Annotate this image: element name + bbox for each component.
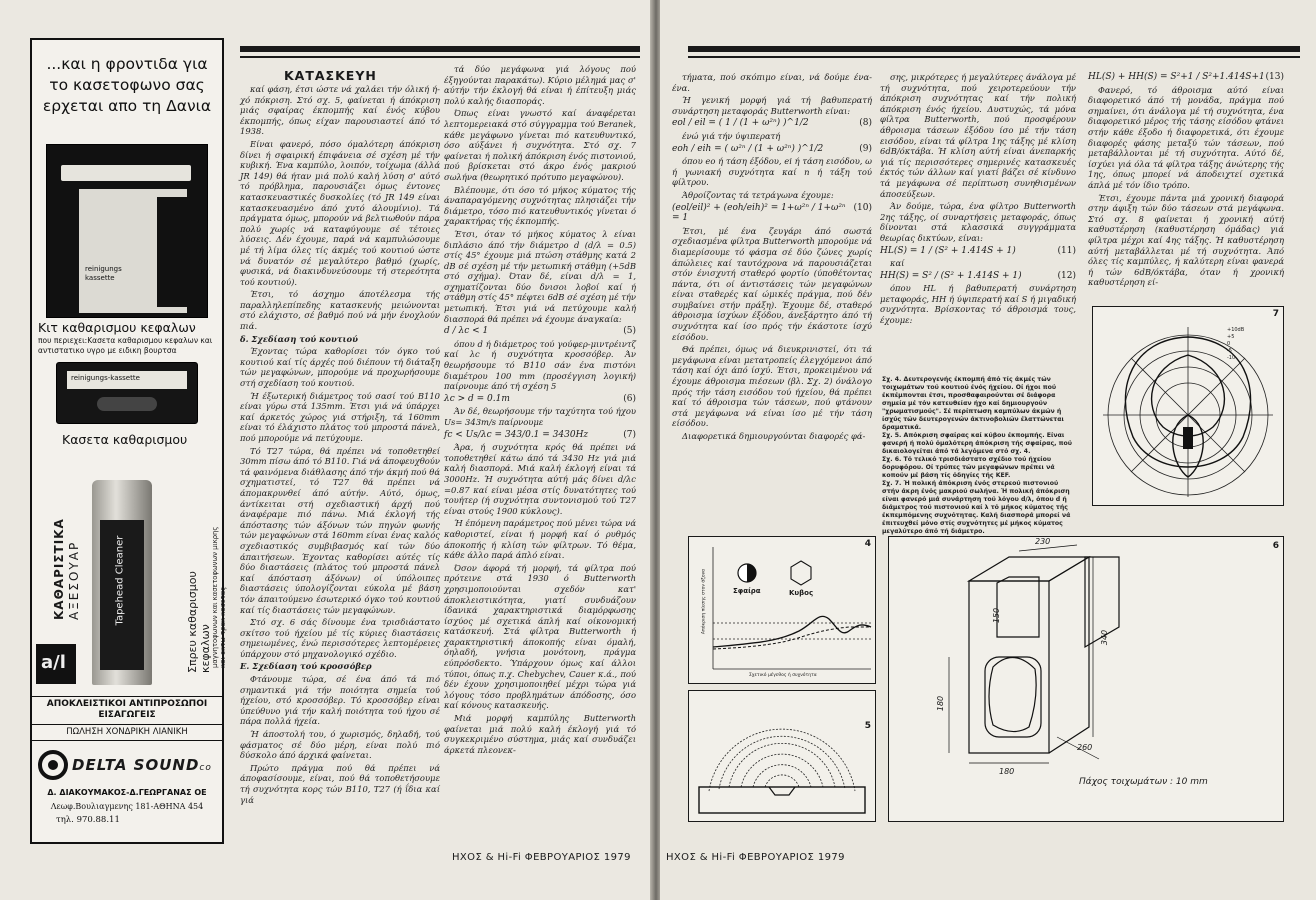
col3-para: Διαφορετικά δημιουργούνται διαφορές φά- [682, 431, 866, 441]
fig7-label: -10 [1227, 355, 1236, 361]
company-address: Λεωφ.Βουλιαγμενης 181-ΑΘΗΝΑ 454 [50, 802, 204, 811]
col1-para: Έχοντας τώρα καθορίσει τόν όγκο τού κουτιού καί τίς άρχές πού διέπουν τή διάταξη τών μεγαφώνων, μπορούμε νά προχωρήσουμε στή σχεδίαση τού κουτιού. [240, 346, 440, 389]
article-column-3 [672, 72, 872, 444]
eq11-number: (11) [1057, 245, 1076, 256]
brand-name [72, 756, 212, 774]
col3-para: Άθροίζοντας τά τετράγωνα έχουμε: [682, 189, 834, 200]
col1-para: Ή έξωτερική διάμετρος τού σασί τού B110 είναι γύρω στά 135mm. Έτσι γιά νά ύπάρχει καί άρκετός χώρος γιά στήριξη, τά 160mm είναι τό έλάχιστο πλάτος τού μπροστά πάνελ, πού μπορούμε νά πετύχουμε. [240, 390, 440, 443]
product1-description: που περιεχει:Κασετα καθαρισμου κεφαλων και αντιστατικο υγρο με ειδικη βουρτσα [38, 336, 213, 355]
eq7-number: (7) [623, 429, 636, 440]
caption-fig5: Σχ. 5. Απόκριση σφαίρας καί κύβου έκπομπής. Είναι φανερή ή πολύ όμαλότερη άπόκριση τής σφαίρας, πού δικαιολογείται άπό τά λεγόμενα στό σχ. 4. [882, 432, 1072, 455]
brand-name-text: DELTA SOUND [72, 756, 200, 774]
company-phone: τηλ. 970.88.11 [56, 815, 120, 825]
col2-para: Όπως είναι γνωστό καί άναφέρεται λεπτομερειακά στό σύγγραμμα τού Beranek, κάθε μεγάφωνο γίνεται πιό κατευθυντικό, όσο αύξάνει ή συχνότητα. Στό σχ. 7 φαίνεται ή πολική άπόκριση ένός πιστονιού, πού βρίσκεται στό άκρο ένός μακριού σωλήνα (θεωρητικό πρότυπο μεγαφώνου). [444, 108, 636, 182]
col4-para: Άν δούμε, τώρα, ένα φίλτρο Butterworth 2ης τάξης, οί συναρτήσεις μεταφοράς, όπως δίνονται στά κλασσικά συγγράμματα θεωρίας δικτύων, είναι: [880, 201, 1076, 243]
section-heading-box-design: δ. Σχεδίαση τού κουτιού [240, 333, 358, 344]
cassette-photo [56, 362, 198, 424]
eq10-number: (10) [853, 202, 872, 213]
ad-divider-2 [32, 724, 222, 725]
caption-fig4: Σχ. 4. Δευτερογενής έκπομπή άπό τίς άκμές τών τοιχωμάτων τού κουτιού ένός ήχείου. Οί ήχοι πού έκπέμπονται έτσι, προσθαφαιρούνται σέ διάφορα σημεία μέ τόν κατευθείαν ήχο καί δημιουργούν "χρωματισμούς". Σέ περίπτωση καμπύλων άκμών ή ίσχύς τών δευτερογενών άκτινοβολιών έλαττώνεται δραματικά. [882, 376, 1064, 431]
product2-caption: Κασετα καθαρισμου [62, 432, 188, 447]
col3-para: Έτσι, μέ ένα ζευγάρι άπό σωστά σχεδιασμένα φίλτρα Butterworth μπορούμε νά διαμερίσουμε τό φάσμα σέ δύο ζώνες χωρίς άπώλειες καί ταυτόχρονα νά παρουσιάζεται στόν ένισχυτή σταθερό φορτίο (ύποθέτοντας πάντα, ότι οί άντιστάσεις τών μεγαφώνων είναι σταθερές καί ώμικές πράγμα, πού δέν συμβαίνει στήν πράξη). Έχουμε δέ, σταθερό άθροισμα ίσχύων έξόδου, άνεξάρτητο άπό τή συχνότητα καί ίσο πρός τήν έκάστοτε ίσχύ είσόδου. [672, 225, 872, 342]
equation-7 [444, 430, 636, 441]
col5-para: Φανερό, τό άθροισμα αύτό είναι διαφορετικό άπό τή μονάδα, πράγμα πού σημαίνει, ότι άνάλογα μέ τή συχνότητα, ένα διαφορετικό μέρος τής τάσης είσόδου φτάνει στήν κάθε έξοδο ή διαφορετικά, ότι έχουμε διαφορές φάσης μεταξύ τών τάσεων, πού μεταβάλλονται μέ τή συχνότητα. Αύτό δέ, ίσχύει γιά όλα τά φίλτρα τάξης άνώτερης τής 1ης, όπως μπορεί νά άποδειχτεί σχετικά άπλά μέ τόν ίδιο τρόπο. [1088, 84, 1284, 190]
spray-description: μαγνητοφωνων και κασετοφωνων μικρης και οκτω τρακ κασετας [211, 526, 227, 668]
col5-para: Έτσι, έχουμε πάντα μιά χρονική διαφορά στην άφιξη τών δύο τάσεων στά μεγάφωνα. Στό σχ. 8 φαίνεται ή χρονική αύτή καθυστέρηση (καθυστέρηση όμάδας) γιά φίλτρα μέχρι καί 4ης τάξης. Ή καθυστέρηση αύτή μεταβάλλεται μέ τή συχνότητα. Άπό όλες τίς καμπύλες, ή καλύτερη είναι φανερά ή τών 6dB/όκτάβα, όταν ή χρονική καθυστέρηση εί- [1088, 192, 1284, 288]
equation-5 [444, 326, 636, 337]
col2-para: Έτσι, όταν τό μήκος κύματος λ είναι διπλάσιο άπό τήν διάμετρο d (d/λ = 0.5) στίς 45° έχουμε μιά πτώση στάθμης κατά 2 dB σέ σχέση μέ τήν μετωπική στάθμη (+5dB στό σχήμα). Όταν δέ, είναι d/λ = 1, σχηματίζονται δύο δνισοι λοβοί καί ή στάθμη στίς 45° πέφτει 6dB σέ σχέση μέ τήν μετωπική. Έτσι γιά νά πετύχουμε καλή διασπορά θά πρέπει νά έχουμε άναγκαία: [444, 228, 637, 324]
left-page [0, 0, 652, 900]
equation-12 [880, 271, 1076, 282]
eq7-expr: fc < Us/λc = 343/0.1 = 3430Hz [444, 429, 589, 440]
col3-para: Ή γενική μορφή γιά τή βαθυπερατή συνάρτηση μεταφοράς Butterworth είναι: [672, 95, 872, 116]
caption-fig7: Σχ. 7. Ή πολική άπόκριση ένός στερεού πιστονιού στήν άκρη ένός μακριού σωλήνα. Ή πολική άπόκριση είναι φανερό μιά συνάρτηση τού λόγου d/λ, όπου d ή διάμετρος τού πιστονιού καί λ τό μήκος κύματος τής έκπεμπόμενης συχνότητας. Καλή διασπορά μπορεί νά έπιτευχθεί μόνο στίς συχνότητες μέ μήκος κύματος μεγαλύτερο άπό τή διάμετρο. [882, 480, 1071, 535]
eq8-expr: eol / eil = ( 1 / (1 + ω²ⁿ) )^1/2 [672, 118, 809, 129]
vertical-labels [34, 468, 82, 648]
eq10-expr: (eol/eil)² + (eoh/eih)² = 1+ω²ⁿ / 1+ω²ⁿ = 1 [672, 202, 846, 224]
vertical-label-2: ΑΞΕΣΟΥΑΡ [67, 540, 81, 620]
col1-para: Έτσι, τό άσχημο άποτέλεσμα τής παραλληλεπίπεδης κατασκευής μειώνονται στό ελάχιστο, σέ βαθμό πού νά μήν ένοχλούν πιά. [240, 289, 440, 332]
ad-headline: ...και η φροντιδα για το κασετοφωνο σας ερχεται απο τη Δανια [42, 55, 212, 115]
col2-para: Μιά μορφή καμπύλης Butterworth φαίνεται μιά πολύ καλή έκλογή γιά τό συγκεκριμένο σύστημα, μιάς καί συνδυάζει άρκετά πλεονεκ- [444, 713, 636, 755]
figure-7-polar-response [1092, 306, 1284, 506]
ad-divider-3 [32, 740, 222, 741]
col4-para: όπου HL ή βαθυπερατή συνάρτηση μεταφοράς, HH ή ύψιπερατή καί S ή μιγαδική συχνότητα. Βρίσκοντας τό άθροισμά τους, έχουμε: [880, 283, 1076, 326]
spray-caption: Σπρευ καθαρισμου κεφαλων [186, 571, 212, 673]
col3-para: ένώ γιά τήν ύψιπερατή [682, 130, 781, 141]
fig5-drawing [689, 691, 875, 821]
figure-5-edge-diffraction [688, 690, 876, 822]
col2-para: όπου d ή διάμετρος τού γούφερ-μιντρέιντζ καί λc ή συχνότητα κροσσόβερ. Άν θεωρήσουμε τό B110 σάν ένα πιστόνι διαμέτρου 100 mm (προσέγγιση λογική) παίρνουμε άπό τή σχέση 5 [444, 338, 636, 392]
section-heading-crossover: Ε. Σχεδίαση τού κροσσόβερ [240, 661, 372, 672]
col2-para: Άρα, ή συχνότητα κρός θά πρέπει νά τοποθετηθεί κάτω άπό τά 3430 Hz γιά μιά καλή διασπορά. Μιά καλή έκλογή είναι τά 3000Hz. Ή συχνότητα αύτή μάς δίνει d/λc =0.87 καί είναι μέσα στίς δυνατότητες τού τουήτερ (ή συχνότητα συντονισμού τού T27 είναι στούς 1900 κύκλους). [444, 442, 636, 516]
eq6-expr: λc > d = 0.1m [444, 393, 510, 404]
col2-para: Ή έπόμενη παράμετρος πού μένει τώρα νά καθοριστεί, είναι ή μορφή καί ό ρυθμός άποκοπής ή κλίση τών φίλτρων. Τό θέμα, κάθε άλλο παρά άπλό είναι. [444, 518, 636, 561]
col4-para: καί [890, 258, 905, 269]
fig7-number: 7 [1272, 309, 1279, 319]
cassette-label: reinigungs-kassette [71, 374, 140, 382]
head-cleaning-kit-photo: reinigungs kassette [46, 144, 208, 318]
exclusive-importers: ΑΠΟΚΛΕΙΣΤΙΚΟΙ ΑΝΤΙΠΡΟΣΩΠΟΙ ΕΙΣΑΓΩΓΕΙΣ [46, 699, 208, 720]
figure-captions [882, 376, 1076, 536]
fig4-sphere-label: Σφαίρα [733, 587, 761, 595]
eq5-expr: d / λc < 1 [444, 326, 489, 337]
eq8-number: (8) [859, 118, 872, 129]
vertical-label-1: ΚΑΘΑΡΙΣΤΙΚΑ [52, 518, 66, 620]
col3-para: Θά πρέπει, όμως νά διευκρινιστεί, ότι τά μεγάφωνα είναι μετατροπείς έλεγχόμενοι άπό τάση καί όχι άπό ίσχύ. Έτσι, προκειμένου νά έχουμε άθροισμα πιέσεων (βλ. Σχ. 2) όνάλογο πρός τήν τάση εισόδου τού ήχείου, θά πρέπει καί τό άθροισμα τών τάσεων, πού φτάνουν στά μεγάφωνα νά είναι ίσο μέ τήν τάση είσόδου. [672, 344, 872, 429]
fig4-number: 4 [864, 539, 871, 549]
fig7-label: +5 [1227, 334, 1235, 340]
article-column-1 [240, 84, 440, 807]
figure-6-cabinet [888, 536, 1284, 822]
col1-para: Ή άποστολή του, ό χωρισμός, δηλαδή, τού φάσματος σέ δύο μέρη, είναι πολύ πιό δύσκολο άπό άρχικά φαίνεται. [240, 729, 440, 761]
equation-9 [672, 144, 872, 155]
equation-11 [880, 246, 1076, 257]
fig5-number: 5 [864, 721, 871, 731]
col1-para: Τό T27 τώρα, θά πρέπει νά τοποθετηθεί 30mm πίσω άπό τό B110. Γιά νά άποφευχθούν τά φαινόμενα διάθλασης άπό τήν άκμή πού θά σχηματιστεί, τό T27 θά πρέπει νά άπομακρυνθεί άπό αύτήν. Αύτό, όμως, άντίκειται στή σχεδιαστική άρχή πού άναφέραμε πιό πάνω. Μιά έκλογή τής άπόστασης τών άξόνων τών πηγών φωνής τών μεγαφώνων στά 160mm είναι ένας καλός σχεδιαστικός συμβιβασμός καί τών δύο άπαιτήσεων. Έχοντας καθορίσει αύτές τίς δύο διαστάσεις (πλάτος τού μπροστά πάνελ καί άπόσταση άξόνων) οί ύπόλοιπες διαστάσεις ύπολογίζονται εύκολα μέ βάση τόν άπαιτούμενο έσωτερικό όγκο τού κουτιού καί τίς διαστάσεις τών μεγαφώνων. [240, 445, 440, 615]
fig6-number: 6 [1272, 541, 1279, 551]
fig7-label: +10dB [1227, 327, 1245, 333]
delta-sound-logo-icon [38, 750, 68, 780]
footer-right: ΗΧΟΣ & Hi-Fi ΦΕΒΡΟΥΑΡΙΟΣ 1979 [666, 852, 845, 863]
article-title: ΚΑΤΑΣΚΕΥΗ [284, 68, 377, 83]
eq12-expr: HH(S) = S² / (S² + 1.414S + 1) [880, 270, 1022, 281]
figure-4-sphere-cube [688, 536, 876, 684]
col1-para: Στό σχ. 6 σάς δίνουμε ένα τρισδιάστατο σκίτσο τού ήχείου μέ τίς κύριες διαστάσεις σημειωμένες, ένώ περισσότερες λεπτομέρειες ύπάρχουν στό μηχανολογικό σχέδιο. [240, 617, 440, 659]
fig7-polar-plot [1093, 307, 1283, 505]
footer-left: ΗΧΟΣ & Hi-Fi ΦΕΒΡΟΥΑΡΙΟΣ 1979 [452, 852, 631, 863]
col1-para: καί φάση, έτσι ώστε νά χαλάει τήν όλική ή-χό πόκριση. Στό σχ. 5, φαίνεται ή άπόκριση μιάς σφαίρας έκπομπής καί ένός κύβου έκπομπής, όπως είχαν παρουσιαστεί άπό τό 1938. [240, 84, 440, 137]
product1-caption: Κιτ καθαρισμου κεφαλων [38, 320, 196, 335]
col2-para: Όσον άφορά τή μορφή, τά φίλτρα πού πρότεινε στά 1930 ό Butterworth χρησιμοποιούνται σχεδόν κατ' άποκλειστικότητα, γιατί συνδυάζουν ίδανικά χαρακτηριστικά διαμόρφωσης ίσχύος μέ σχετικά άπλή καί οίκονομική κατάσκευή. Στά φίλτρα Butterworth ή χαρακτηριστική άποκοπής είναι όμαλή, όηλαδή, γνήσια μονότονη, πράγμα εύπρόσδεκτο. Ύπάρχουν όμως καί άλλοι τύποι, όπως π.χ. Chebychev, Cauer κ.ά., πού δέν έχουν χρησιμοποιηθεί μέχρι τώρα γιά λόγους τόσο προβλημάτων άπόδοσης, όσο καί κόνους κατασκευής. [444, 562, 636, 711]
col2-para: τά δύο μεγάφωνα γιά λόγους πού έξηγούνται παρακάτω). Κύριο μέλημά μας σ' αύτήν τήν έκλογή θά είναι ή έπίτευξη μιάς πολύ καλής διασποράς. [444, 64, 636, 106]
company-names: Δ. ΔΙΑΚΟΥΜΑΚΟΣ-Δ.ΓΕΩΡΓΑΝΑΣ ΟΕ [47, 788, 207, 797]
article-column-4 [880, 72, 1076, 328]
spray-can-photo [92, 480, 152, 685]
am-logo: a/l [36, 644, 76, 684]
brand-suffix: co [199, 763, 212, 773]
fig7-level-labels [1227, 327, 1244, 362]
equation-8 [672, 118, 872, 129]
eq12-number: (12) [1057, 270, 1076, 281]
header-bar [240, 46, 640, 52]
fig4-cube-label: Κυβος [789, 589, 814, 597]
caption-fig6: Σχ. 6. Τό τελικό τρισδιάστατο σχέδιο τού ήχείου δορυφόρου. Οί τρύπες τών μεγαφώνων πρέπει νά κοπούν μέ βάση τίς όδηγίες τής KEF. [882, 456, 1055, 479]
eq6-number: (6) [623, 393, 636, 404]
fig7-label: 0 [1227, 341, 1231, 347]
fig6-dim-260: 260 [1077, 743, 1093, 752]
fig4-y-label: Απόκριση πίεσης στον άξονα [701, 568, 707, 635]
header-rule [240, 56, 640, 58]
fig7-label: -5 [1227, 348, 1232, 354]
eq11-expr: HL(S) = 1 / (S² + 1.414S + 1) [880, 245, 1016, 256]
col3-para: όπου eo ή τάση έξόδου, ei ή τάση εισόδου, ω ή γωνιακή συχνότητα καί n ή τάξη τού φίλτρου. [672, 156, 872, 188]
fig6-dim-150: 150 [992, 607, 1002, 624]
article-column-5 [1088, 72, 1284, 290]
spray-label: Tapehead Cleaner [114, 535, 126, 626]
eq9-number: (9) [859, 143, 872, 154]
eq9-expr: eoh / eih = ( ω²ⁿ / (1 + ω²ⁿ) )^1/2 [672, 143, 824, 154]
eq5-number: (5) [623, 326, 636, 337]
header-rule-right [688, 56, 1300, 58]
ad-divider-1 [32, 696, 222, 697]
col2-para: Βλέπουμε, ότι όσο τό μήκος κύματος τής άναπαραγόμενης συχνότητας πλησιάζει τήν διάμετρο, τόσο πιό κατευθυντικός γίνεται ό χαρακτήρας τής έκπομπής. [444, 184, 636, 227]
fig6-dim-340: 340 [1100, 629, 1110, 646]
col2-para: Άν δέ, θεωρήσουμε τήν ταχύτητα τού ήχου Us= 343m/s παίρνουμε [444, 406, 636, 427]
eq13-expr: HL(S) + HH(S) = S²+1 / S²+1.414S+1 [1088, 72, 1265, 82]
col1-para: Πρώτο πράγμα πού θά πρέπει νά άποφασίσουμε, είναι, πού θά τοποθετήσουμε τή συχνότητα κορς τών B110, T27 (ή ΐδια καί γιά [240, 762, 440, 805]
col1-para: Είναι φανερό, πόσο όμαλότερη άπόκριση δίνει ή σφαιρική έπιφάνεια σέ σχέση μέ τήν κυβική. Ένα καμπύλο, λοιπόν, τοίχωμα (άλλά JR 149) θά ήταν μιά πολύ καλή λύση σ' αύτό τό πρόβλημα, παρουσιάζει όμως έντονες κατασκευαστικές δυσκολίες (τό JR 149 είναι κατασκευασμένο άπό χυτό άλουμίνιο). Τά πράγματα όμως, μπορούν νά βελτιωθούν πάρα πολύ χωρίς νά καταφύγουμε σέ τέτοιες λύσεις. Δέν έχουμε, παρά νά καμπυλώσουμε μέ τή λίμα όλες τίς άκμές τού κουτιού ώστε νά δυνατόν σέ μεγαλύτερο βαθμό (χωρίς, φυσικά, νά διακινδυνεύσουμε τή στερεότητα τού κουτιού). [240, 138, 440, 287]
right-page [660, 0, 1316, 900]
col4-para: σης, μικρότερες ή μεγαλύτερες άνάλογα μέ τή συχνότητα, πού χειροτερεύουν τήν άπόκριση συχνότητας καί τήν πολική άπόκριση ένός ήχείου. Δυστυχώς, τά μόνα φίλτρα Butterworth, πού προσφέρουν άθροισμα τάσεων έξόδου ίσο μέ τήν τάση εισόδου, είναι τά φίλτρα 1ης τάξης μέ κλίση 6dB/όκτάβα. Ή κλίση αύτή είναι άνεπαρκής γιά τίς περισσότερες σημερινές κατασκευές έκτός τών άλλων καί γιατί βάζει σέ κίνδυνο τά μεγάφωνα σέ περίπτωση συνηθισμένων άποσεύξεων. [880, 72, 1076, 199]
equation-10 [672, 203, 872, 224]
article-column-2 [444, 64, 636, 757]
col1-para: Φτάνουμε τώρα, σέ ένα άπό τά πιό σημαντικά γιά τήν ποιότητα σημεία τού ήχείου, στό κροσσόβερ. Τό κροσσόβερ είναι ύπεύθυνο γιά τήν καλή ποιότητα τού ήχου σέ πάρα πολλά ήχεία. [240, 674, 440, 727]
retail-info: ΠΩΛΗΣΗ ΧΟΝΔΡΙΚΗ ΛΙΑΝΙΚΗ [66, 727, 188, 737]
fig6-dim-180-vertical: 180 [936, 695, 946, 712]
fig4-x-label: Σχετικό μέγεθος ή συχνότητα [749, 673, 817, 678]
advertisement [30, 38, 227, 844]
equation-6 [444, 394, 636, 405]
equation-13 [1088, 72, 1284, 83]
fig4-plot [689, 537, 875, 683]
fig6-dim-180-horizontal: 180 [999, 767, 1015, 776]
fig6-dim-top: 230 [1035, 537, 1051, 546]
header-bar-right [688, 46, 1300, 52]
eq13-number: (13) [1265, 72, 1284, 82]
col3-para: τήματα, πού σκόπιμο είναι, νά δούμε ένα-ένα. [672, 72, 872, 93]
fig6-wall-thickness-note: Πάχος τοιχωμάτων : 10 mm [1079, 777, 1208, 787]
